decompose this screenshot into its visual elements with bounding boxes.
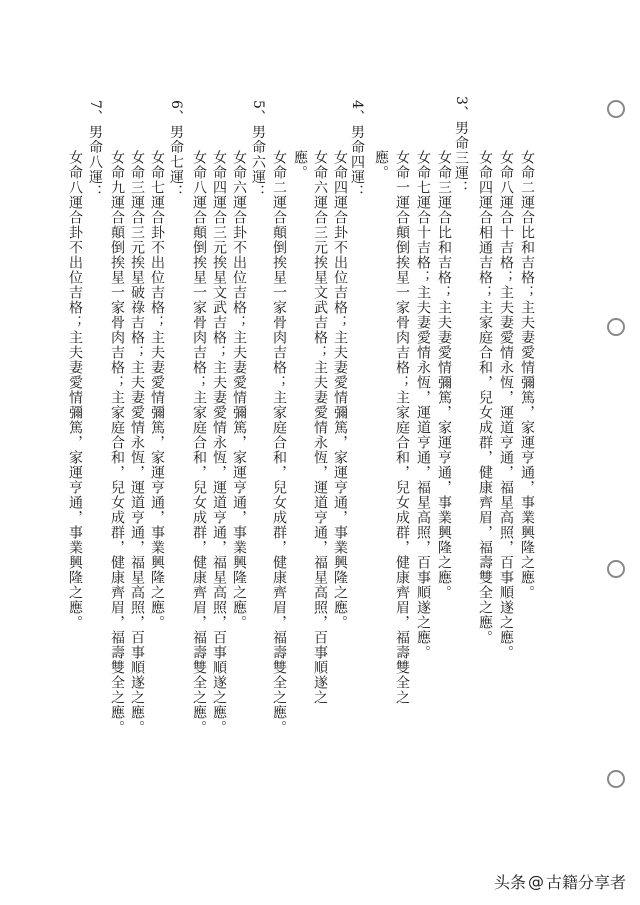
watermark-prefix: 头条 bbox=[493, 873, 526, 892]
binder-hole bbox=[607, 560, 625, 578]
text-column: 女命六運合三元挨星文武吉格；主夫妻愛情永恆，運道亨通，福星高照，百事順遂之 bbox=[312, 150, 328, 705]
text-column: 女命四運合相通吉格；主家庭合和，兒女成群，健康齊眉，福壽雙全之應。 bbox=[477, 150, 493, 645]
text-column: 女命二運合比和吉格；主夫妻愛情彌篤，家運亨通，事業興隆之應。 bbox=[519, 150, 535, 600]
text-column: 3、男命三運： bbox=[453, 96, 469, 196]
text-column: 女命七運合卦不出位吉格；主夫妻愛情彌篤，家運亨通，事業興隆之應。 bbox=[149, 150, 165, 630]
text-column: 4、男命四運： bbox=[349, 100, 365, 200]
text-column: 7、男命八運： bbox=[87, 100, 103, 200]
text-column: 女命四運合三元挨星文武吉格；主夫妻愛情永恆，運道亨通，福星高照，百事順遂之應。 bbox=[211, 150, 227, 735]
binder-hole bbox=[607, 318, 625, 336]
binder-hole bbox=[607, 100, 625, 118]
text-column: 女命八運合卦不出位吉格；主夫妻愛情彌篤，家運亨通，事業興隆之應。 bbox=[67, 150, 83, 630]
text-column: 應。 bbox=[292, 150, 308, 180]
text-column: 女命三運合比和吉格；主夫妻愛情彌篤，家運亨通，事業興隆之應。 bbox=[436, 150, 452, 600]
text-column: 6、男命七運： bbox=[168, 100, 184, 200]
text-column: 女命二運合顛倒挨星一家骨肉吉格；主家庭合和，兒女成群，健康齊眉，福壽雙全之應。 bbox=[271, 150, 287, 735]
text-column: 女命三運合三元挨星破祿吉格；主夫妻愛情永恆，運道亨通，福星高照，百事順遂之應。 bbox=[129, 150, 145, 735]
text-column: 女命七運合十吉格；主夫妻愛情永恆，運道亨通，福星高照，百事順遂之應。 bbox=[415, 150, 431, 660]
binder-hole bbox=[607, 770, 625, 788]
watermark-name: 古籍分享者 bbox=[545, 873, 626, 892]
watermark-separator: @ bbox=[527, 872, 544, 891]
text-column: 女命九運合顛倒挨星一家骨肉吉格；主家庭合和，兒女成群，健康齊眉，福壽雙全之應。 bbox=[109, 150, 125, 735]
text-column: 女命四運合卦不出位吉格；主夫妻愛情彌篤，家運亨通，事業興隆之應。 bbox=[332, 150, 348, 630]
text-column: 5、男命六運： bbox=[250, 100, 266, 200]
watermark bbox=[494, 870, 626, 893]
text-column: 應。 bbox=[373, 150, 389, 180]
text-column: 女命八運合顛倒挨星一家骨肉吉格；主家庭合和，兒女成群，健康齊眉，福壽雙全之應。 bbox=[191, 150, 207, 735]
text-column: 女命一運合顛倒挨星一家骨肉吉格；主家庭合和，兒女成群，健康齊眉，福壽雙全之 bbox=[394, 150, 410, 705]
text-column: 女命六運合卦不出位吉格；主夫妻愛情彌篤，家運亨通，事業興隆之應。 bbox=[231, 150, 247, 630]
text-column: 女命八運合十吉格；主夫妻愛情永恆，運道亨通，福星高照，百事順遂之應。 bbox=[498, 150, 514, 660]
